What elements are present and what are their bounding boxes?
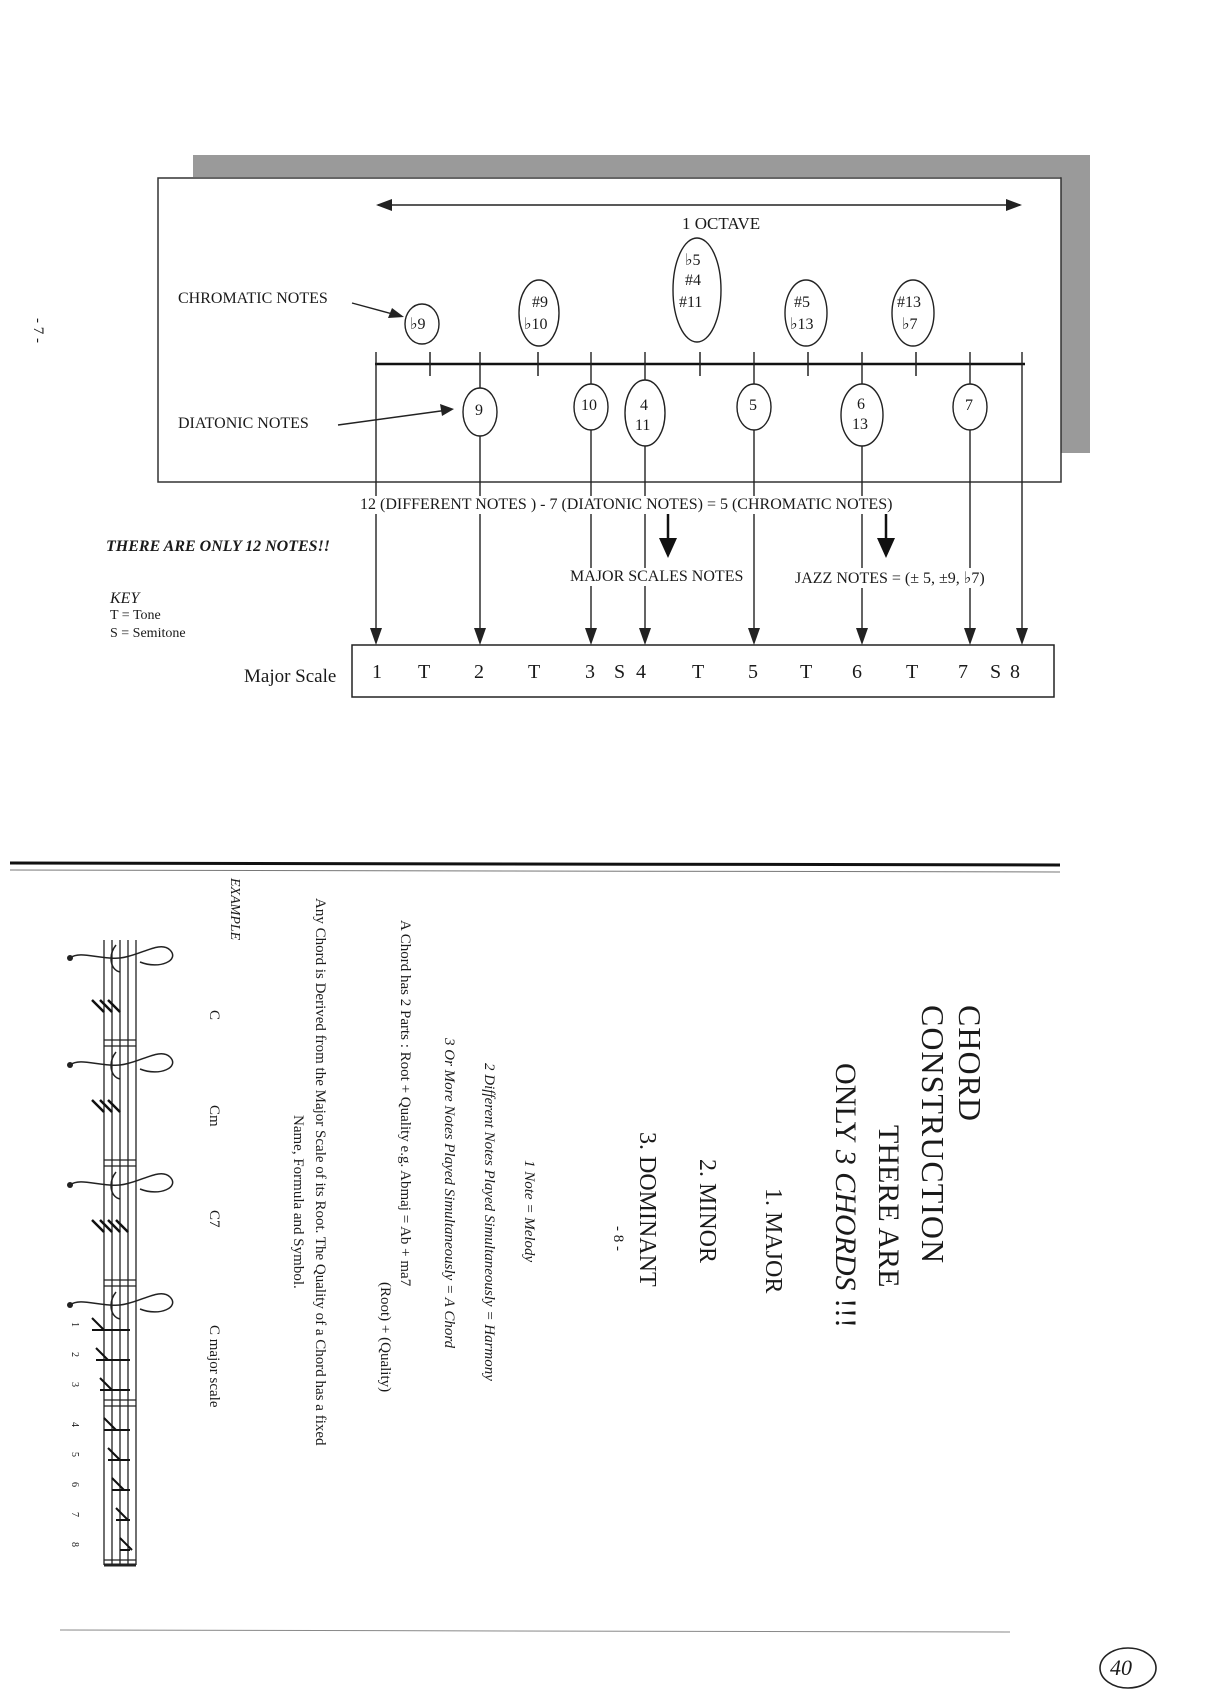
- chord-major: 1. MAJOR: [760, 1188, 786, 1294]
- scale-degree: 5: [748, 661, 758, 683]
- chromatic-note: ♭7: [902, 316, 918, 333]
- chromatic-note: ♭10: [524, 316, 548, 333]
- scale-degree: 7: [958, 661, 968, 683]
- chord-minor: 2. MINOR: [694, 1159, 720, 1264]
- subtitle-exclaim: !!!: [829, 1290, 862, 1329]
- chromatic-note: ♭9: [410, 316, 426, 333]
- chromatic-note: #9: [532, 294, 548, 311]
- chromatic-note: #11: [679, 294, 703, 311]
- scale-step: T: [692, 661, 705, 683]
- diatonic-notes-label: DIATONIC NOTES: [178, 415, 309, 432]
- derived-line-1: Any Chord is Derived from the Major Scale of its Root. The Quality of a Chord has a fixed: [312, 898, 328, 1446]
- scale-degree-num: 2: [69, 1352, 80, 1357]
- chromatic-note: ♭5: [685, 252, 701, 269]
- chromatic-note: #4: [685, 272, 701, 289]
- page-number-8: - 8 -: [610, 1226, 626, 1251]
- scale-degree: 1: [372, 661, 382, 683]
- diatonic-note: 7: [965, 397, 973, 414]
- derived-line-2: Name, Formula and Symbol.: [290, 1115, 306, 1289]
- notes-equation: 12 (DIFFERENT NOTES ) - 7 (DIATONIC NOTES) = 5 (CHROMATIC NOTES): [360, 496, 893, 513]
- chord-parts: A Chord has 2 Parts : Root + Quality e.g. Abmaj = Ab + ma7: [397, 920, 413, 1287]
- chromatic-note: ♭13: [790, 316, 814, 333]
- scale-degree-num: 6: [69, 1482, 80, 1487]
- chromatic-note: #13: [897, 294, 921, 311]
- subtitle-there-are: THERE ARE: [872, 1125, 905, 1288]
- major-scale-label: Major Scale: [244, 666, 337, 687]
- chromatic-note: #5: [794, 294, 810, 311]
- scale-step: T: [906, 661, 919, 683]
- jazz-notes: JAZZ NOTES = (± 5, ±9, ♭7): [795, 570, 985, 587]
- chord-construction-title: CHORD CONSTRUCTION: [915, 1005, 988, 1265]
- example-label: EXAMPLE: [227, 878, 242, 941]
- diatonic-note: 4: [640, 397, 648, 414]
- chord-dominant: 3. DOMINANT: [634, 1132, 660, 1287]
- line-chord: 3 Or More Notes Played Simultaneously = A Chord: [441, 1038, 457, 1349]
- scale-degree-num: 3: [69, 1382, 80, 1387]
- page-number-7: - 7 -: [30, 318, 46, 343]
- scale-step: T: [800, 661, 813, 683]
- scale-degree-num: 8: [69, 1542, 80, 1547]
- scale-degree-num: 5: [69, 1452, 80, 1457]
- example-c-major-scale: C major scale: [206, 1325, 222, 1408]
- scale-step: S: [614, 661, 626, 683]
- diatonic-note: 5: [749, 397, 757, 414]
- scale-degree-num: 4: [69, 1422, 80, 1427]
- scale-degree: 4: [636, 661, 646, 683]
- example-chord-cm: Cm: [206, 1105, 222, 1127]
- key-title: KEY: [110, 590, 140, 607]
- scale-degree: 3: [585, 661, 595, 683]
- subtitle-3-chords: 3 CHORDS: [829, 1149, 862, 1291]
- line-harmony: 2 Different Notes Played Simultaneously = Harmony: [481, 1063, 497, 1381]
- scale-degree: 2: [474, 661, 484, 683]
- scale-degree-num: 1: [69, 1322, 80, 1327]
- scale-degree: 8: [1010, 661, 1020, 683]
- scale-degree: 6: [852, 661, 862, 683]
- octave-label: 1 OCTAVE: [682, 214, 761, 233]
- scale-degree-num: 7: [69, 1512, 80, 1517]
- major-scales-notes: MAJOR SCALES NOTES: [570, 568, 744, 585]
- line-melody: 1 Note = Melody: [521, 1160, 537, 1263]
- example-chord-c: C: [206, 1010, 222, 1021]
- example-chord-c7: C7: [206, 1210, 222, 1228]
- scale-step: S: [990, 661, 1002, 683]
- diatonic-note: 10: [581, 397, 597, 414]
- corner-page-number: 40: [1110, 1655, 1132, 1680]
- scale-step: T: [418, 661, 431, 683]
- only-12-notes: THERE ARE ONLY 12 NOTES!!: [106, 538, 331, 555]
- chromatic-notes-label: CHROMATIC NOTES: [178, 290, 328, 307]
- key-tone: T = Tone: [110, 608, 161, 623]
- diatonic-note: 13: [852, 416, 868, 433]
- diatonic-note: 6: [857, 396, 865, 413]
- key-semitone: S = Semitone: [110, 626, 186, 641]
- diatonic-note: 11: [635, 417, 651, 434]
- subtitle-only: ONLY: [829, 1063, 862, 1150]
- scale-step: T: [528, 661, 541, 683]
- chord-parts-legend: (Root) + (Quality): [377, 1282, 393, 1393]
- diatonic-note: 9: [475, 402, 483, 419]
